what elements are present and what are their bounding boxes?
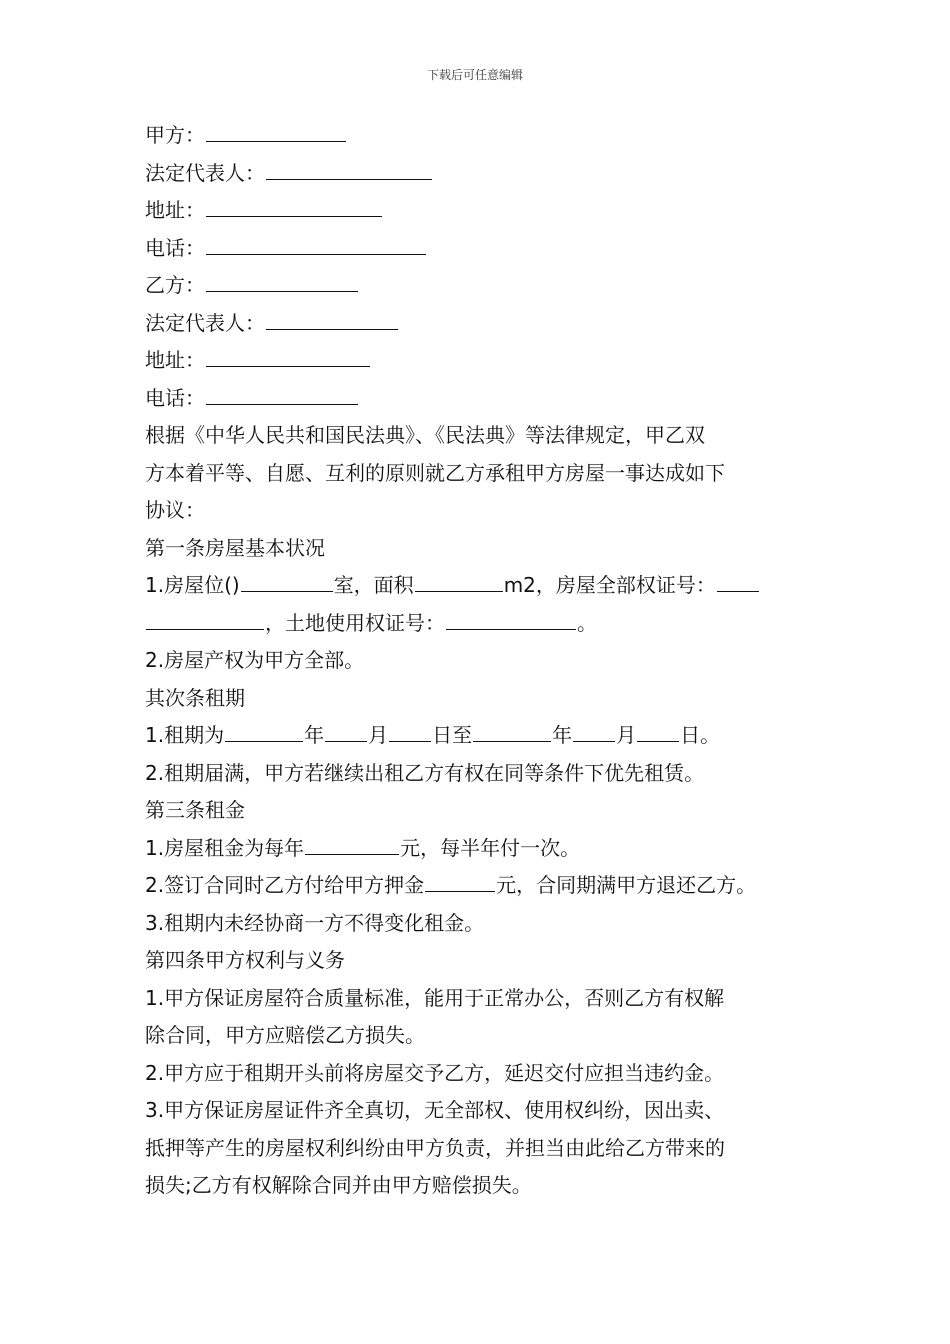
preamble-line-2: 方本着平等、自愿、互利的原则就乙方承租甲方房屋一事达成如下 — [145, 460, 725, 485]
party-b-rep-line — [145, 305, 815, 343]
party-a-rep-line — [145, 155, 815, 193]
party-a-rep-label: 法定代表人： — [145, 160, 265, 185]
party-b-address-label: 地址： — [145, 348, 205, 372]
article-2-item-2: 2.租期届满，甲方若继续出租乙方有权在同等条件下优先租赁。 — [145, 760, 705, 785]
party-b-blank — [206, 290, 358, 292]
start-year-blank — [225, 740, 303, 742]
party-a-phone-line — [145, 230, 815, 268]
end-year-blank — [473, 740, 551, 742]
party-a-address-line — [145, 192, 815, 230]
article-4-item-1-line-2: 除合同，甲方应赔偿乙方损失。 — [145, 1023, 425, 1047]
party-a-address-blank — [206, 215, 382, 217]
party-a-phone-label: 电话： — [145, 235, 205, 260]
end-day-blank — [637, 740, 679, 742]
end-month-blank — [573, 740, 615, 742]
text-segment: 室，面积 — [333, 573, 414, 597]
party-a-blank — [206, 140, 346, 142]
ownership-cert-blank — [717, 590, 759, 592]
text-segment: 。 — [577, 610, 597, 635]
text-segment: 元，每半年付一次。 — [400, 835, 581, 860]
article-1-item-1-line-2 — [145, 605, 815, 643]
party-a-label: 甲方： — [145, 123, 205, 147]
text-segment: 日。 — [680, 723, 721, 747]
text-segment: 1.房屋位() — [145, 573, 240, 597]
text-segment: 1.房屋租金为每年 — [145, 835, 305, 860]
preamble-line-3: 协议： — [145, 498, 205, 522]
area-blank — [415, 590, 503, 592]
party-a-line — [145, 117, 815, 155]
article-4-item-3-line-3: 损失;乙方有权解除合同并由甲方赔偿损失。 — [145, 1173, 532, 1197]
party-a-address-label: 地址： — [145, 198, 205, 222]
party-b-line — [145, 267, 815, 305]
party-b-phone-line — [145, 380, 815, 418]
party-b-phone-blank — [206, 403, 358, 405]
article-3-item-2 — [145, 867, 815, 905]
text-segment: 1.租期为 — [145, 723, 225, 747]
party-b-rep-label: 法定代表人： — [145, 310, 265, 335]
article-1-item-2: 2.房屋产权为甲方全部。 — [145, 648, 365, 672]
preamble-line-1: 根据《中华人民共和国民法典》、《民法典》等法律规定，甲乙双 — [145, 423, 705, 447]
article-4-item-1-line-1: 1.甲方保证房屋符合质量标准，能用于正常办公，否则乙方有权解 — [145, 985, 725, 1010]
article-4-item-3-line-1: 3.甲方保证房屋证件齐全真切，无全部权、使用权纠纷，因出卖、 — [145, 1098, 725, 1122]
text-segment: 年 — [304, 723, 325, 747]
page-header: 下载后可任意编辑 — [426, 68, 523, 82]
article-3-item-3: 3.租期内未经协商一方不得变化租金。 — [145, 910, 485, 935]
party-a-phone-blank — [206, 253, 426, 255]
text-segment: m2，房屋全部权证号： — [503, 573, 716, 597]
deposit-blank — [425, 890, 495, 892]
article-2-item-1 — [145, 717, 815, 755]
start-day-blank — [389, 740, 431, 742]
article-1-item-1-line-1 — [145, 567, 815, 605]
ownership-cert-blank-cont — [146, 628, 264, 630]
party-b-address-line — [145, 342, 815, 380]
room-blank — [241, 590, 333, 592]
text-segment: 月 — [616, 723, 637, 747]
start-month-blank — [325, 740, 367, 742]
party-b-rep-blank — [266, 328, 398, 330]
article-4-item-2: 2.甲方应于租期开头前将房屋交予乙方，延迟交付应担当违约金。 — [145, 1060, 725, 1085]
land-cert-blank — [446, 628, 576, 630]
party-b-address-blank — [206, 365, 370, 367]
text-segment: 元，合同期满甲方退还乙方。 — [496, 873, 757, 897]
party-b-label: 乙方： — [145, 273, 205, 297]
party-a-rep-blank — [266, 178, 432, 180]
article-4-item-3-line-2: 抵押等产生的房屋权利纠纷由甲方负责，并担当由此给乙方带来的 — [145, 1135, 725, 1160]
text-segment: 月 — [368, 723, 389, 747]
article-4-title: 第四条甲方权利与义务 — [145, 948, 345, 972]
article-1-title: 第一条房屋基本状况 — [145, 535, 325, 560]
text-segment: ，土地使用权证号： — [265, 610, 445, 635]
article-3-title: 第三条租金 — [145, 798, 245, 822]
annual-rent-blank — [305, 853, 399, 855]
article-2-title: 其次条租期 — [145, 685, 245, 710]
contract-body — [145, 117, 815, 1205]
text-segment: 日至 — [432, 723, 473, 747]
text-segment: 2.签订合同时乙方付给甲方押金 — [145, 873, 425, 897]
party-b-phone-label: 电话： — [145, 385, 205, 410]
article-3-item-1 — [145, 830, 815, 868]
text-segment: 年 — [552, 723, 573, 747]
